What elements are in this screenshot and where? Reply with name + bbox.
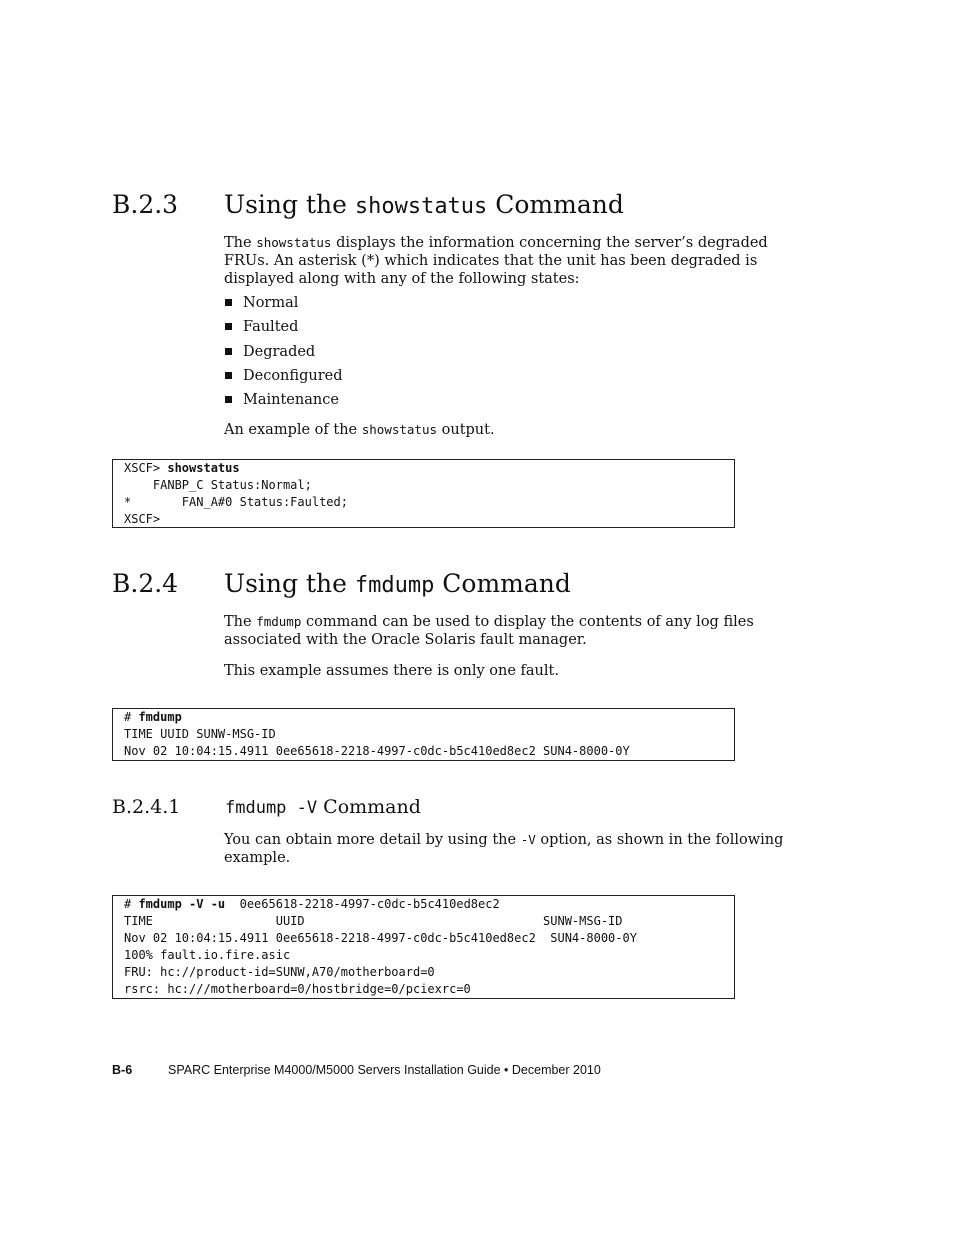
showstatus-description: The showstatus displays the information concerning the server’s degraded FRUs. An asterisk (*) which indicates that the unit has been degraded is displayed along with any of the following states: — [224, 235, 768, 287]
code-text: # fmdump TIME UUID SUNW-MSG-ID Nov 02 10:04:15.4911 0ee65618-2218-4997-c0dc-b5c410ed8ec2 SUN4-8000-0Y — [124, 710, 630, 758]
state-list — [224, 294, 342, 415]
section-number: B.2.3 — [112, 190, 179, 219]
section-number: B.2.4.1 — [112, 796, 181, 818]
page-number: B-6 — [112, 1063, 133, 1077]
fmdump-v-description: You can obtain more detail by using the -V option, as shown in the following example. — [224, 832, 784, 866]
showstatus-example-intro: An example of the showstatus output. — [224, 422, 495, 438]
bullet-square-icon — [225, 372, 232, 379]
list-item: Maintenance — [224, 391, 342, 415]
section-number: B.2.4 — [112, 569, 179, 598]
section-title: Using the fmdump Command — [224, 569, 571, 598]
fmdump-code-block — [112, 708, 735, 761]
list-item: Normal — [224, 294, 342, 318]
bullet-square-icon — [225, 299, 232, 306]
fmdump-example-intro: This example assumes there is only one fault. — [224, 663, 559, 679]
bullet-square-icon — [225, 323, 232, 330]
section-title: Using the showstatus Command — [224, 190, 624, 219]
footer-title: SPARC Enterprise M4000/M5000 Servers Installation Guide • December 2010 — [168, 1063, 601, 1077]
bullet-square-icon — [225, 396, 232, 403]
code-text: # fmdump -V -u 0ee65618-2218-4997-c0dc-b5c410ed8ec2 TIME UUID SUNW-MSG-ID Nov 02 10:04:15.4911 0ee65618-2218-4997-c0dc-b5c410ed8ec2 SUN4-8000-0Y 100% fault.io.fire.asic FRU: hc://product-id=SUNW,A70/motherboard=0 rsrc: hc:///motherboard=0/hostbridge=0/pciexrc=0 — [124, 897, 637, 996]
section-title: fmdump -V Command — [225, 796, 421, 818]
list-item: Deconfigured — [224, 367, 342, 391]
fmdump-v-code-block — [112, 895, 735, 999]
showstatus-code-block — [112, 459, 735, 528]
list-item: Degraded — [224, 343, 342, 367]
code-text: XSCF> showstatus FANBP_C Status:Normal; * FAN_A#0 Status:Faulted; XSCF> — [124, 461, 348, 526]
bullet-square-icon — [225, 348, 232, 355]
list-item: Faulted — [224, 318, 342, 342]
fmdump-description: The fmdump command can be used to display the contents of any log files associated with the Oracle Solaris fault manager. — [224, 614, 754, 648]
